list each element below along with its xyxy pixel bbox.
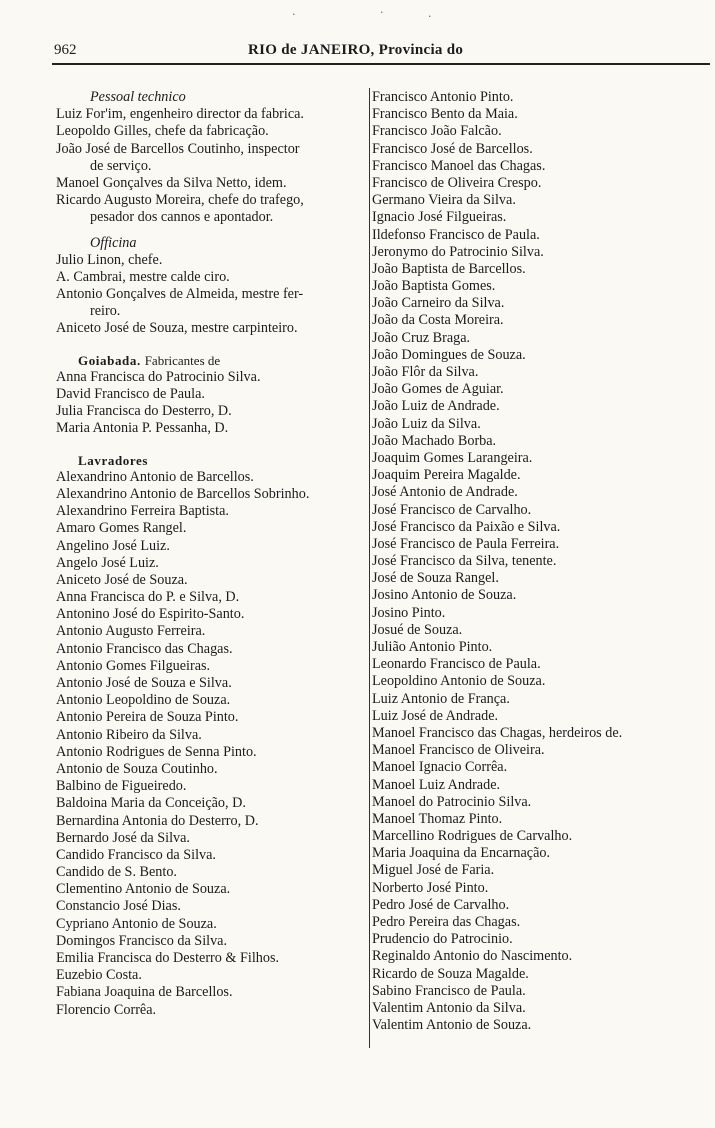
list-item: João Luiz da Silva. (372, 415, 481, 432)
list-item: Julio Linon, chefe. (56, 251, 163, 268)
list-item: João Gomes de Aguiar. (372, 381, 504, 398)
list-item: Francisco Antonio Pinto. (372, 89, 514, 105)
list-item: Luiz Antonio de França. (372, 690, 510, 707)
list-item: Manoel Thomaz Pinto. (372, 810, 503, 827)
list-item: Leopoldo Gilles, chefe da fabricação. (56, 123, 269, 140)
list-item: David Francisco de Paula. (56, 386, 205, 402)
list-item: Ildefonso Francisco de Paula. (372, 226, 540, 243)
list-item: Alexandrino Ferreira Baptista. (56, 503, 229, 520)
print-speck: · (428, 10, 432, 23)
list-item: Miguel José de Faria. (372, 862, 495, 879)
list-item: Balbino de Figueiredo. (56, 778, 187, 795)
list-item: Angelo José Luiz. (56, 554, 159, 571)
list-item: Clementino Antonio de Souza. (56, 881, 231, 898)
list-item: Valentim Antonio de Souza. (372, 1017, 532, 1034)
list-item: Maria Antonia P. Pessanha, D. (56, 420, 229, 437)
list-item: Joaquim Gomes Larangeira. (372, 449, 533, 466)
list-item: Fabiana Joaquina de Barcellos. (56, 984, 233, 1001)
list-item: Manoel do Patrocinio Silva. (372, 793, 532, 810)
list-item: João Cruz Braga. (372, 329, 471, 346)
list-item: Baldoina Maria da Conceição, D. (56, 795, 246, 812)
column-divider (369, 88, 370, 1048)
list-item: Valentim Antonio da Silva. (372, 999, 526, 1016)
list-item: Candido Francisco da Silva. (56, 846, 216, 863)
list-item: Manoel Gonçalves da Silva Netto, idem. (56, 174, 287, 191)
list-item: Amaro Gomes Rangel. (56, 520, 187, 537)
list-item: Sabino Francisco de Paula. (372, 982, 526, 999)
header-rule (52, 63, 710, 65)
list-item: Manoel Francisco de Oliveira. (372, 742, 545, 759)
list-item: Francisco Manoel das Chagas. (372, 157, 546, 174)
list-item: Norberto José Pinto. (372, 879, 489, 896)
list-item: Anna Francisca do Patrocinio Silva. (56, 368, 261, 385)
list-item: Maria Joaquina da Encarnação. (372, 845, 551, 862)
list-item: Joaquim Pereira Magalde. (372, 467, 521, 484)
list-item: José Francisco da Paixão e Silva. (372, 518, 561, 535)
list-item: José Antonio de Andrade. (372, 484, 518, 501)
section-heading-pessoal-tecnico: Pessoal technico (90, 89, 186, 105)
list-item: Florencio Corrêa. (56, 1001, 157, 1018)
list-item: A. Cambrai, mestre calde ciro. (56, 268, 230, 285)
list-item: Josino Antonio de Souza. (372, 587, 517, 604)
page-number: 962 (54, 42, 77, 58)
list-item: Aniceto José de Souza. (56, 571, 188, 588)
list-item: Prudencio do Patrocinio. (372, 931, 513, 948)
spacer (56, 227, 366, 235)
list-item: Francisco João Falcão. (372, 123, 502, 140)
list-item: Alexandrino Antonio de Barcellos. (56, 468, 254, 485)
lavradores-list (56, 469, 366, 1019)
list-item: José Francisco de Carvalho. (372, 501, 532, 518)
section-heading-goiabada-subtitle: Fabricantes de (144, 352, 221, 368)
list-item: João Baptista Gomes. (372, 278, 496, 295)
list-item: Josino Pinto. (372, 604, 446, 621)
list-item: João Machado Borba. (372, 432, 497, 449)
list-item: Euzebio Costa. (56, 967, 142, 984)
list-item: Josué de Souza. (372, 621, 463, 638)
list-item: Angelino José Luiz. (56, 537, 170, 554)
running-title: RIO de JANEIRO, Provincia do (248, 42, 464, 58)
spacer (56, 338, 366, 352)
list-item: Ricardo de Souza Magalde. (372, 965, 529, 982)
list-item: Manoel Ignacio Corrêa. (372, 759, 508, 776)
list-item: João Carneiro da Silva. (372, 295, 505, 312)
section-heading-lavradores: Lavradores (78, 452, 149, 468)
list-item: Reginaldo Antonio do Nascimento. (372, 948, 573, 965)
list-item: Emilia Francisca do Desterro & Filhos. (56, 950, 280, 966)
list-item: José de Souza Rangel. (372, 570, 499, 587)
list-item: Domingos Francisco da Silva. (56, 932, 228, 949)
list-item: Antonino José do Espirito-Santo. (56, 606, 245, 623)
list-item: José Francisco de Paula Ferreira. (372, 535, 560, 552)
list-item: Manoel Francisco das Chagas, herdeiros de. (372, 724, 623, 741)
list-item: João Luiz de Andrade. (372, 398, 500, 415)
list-item-continuation: reiro. (90, 303, 121, 320)
spacer (56, 438, 366, 452)
section-heading-officina: Officina (90, 234, 137, 251)
right-column (372, 89, 707, 1034)
list-item: João Domingues de Souza. (372, 346, 526, 363)
list-item: Antonio Rodrigues de Senna Pinto. (56, 743, 257, 760)
list-item: Pedro Pereira das Chagas. (372, 914, 521, 930)
list-item: Ignacio José Filgueiras. (372, 209, 507, 226)
list-item-continuation: pesador dos cannos e apontador. (90, 209, 274, 226)
list-item: João Baptista de Barcellos. (372, 260, 526, 277)
list-item: Francisco Bento da Maia. (372, 106, 518, 123)
list-item: Francisco de Oliveira Crespo. (372, 174, 542, 191)
list-item: Germano Vieira da Silva. (372, 192, 516, 209)
list-item: Antonio Gomes Filgueiras. (56, 657, 211, 674)
list-item: Francisco José de Barcellos. (372, 140, 533, 157)
list-item: Antonio Ribeiro da Silva. (56, 726, 202, 743)
list-item: Antonio José de Souza e Silva. (56, 675, 232, 691)
list-item: João José de Barcellos Coutinho, inspector (56, 140, 300, 157)
list-item: Marcellino Rodrigues de Carvalho. (372, 828, 573, 845)
list-item: Constancio José Dias. (56, 898, 181, 915)
list-item: Julião Antonio Pinto. (372, 639, 493, 655)
print-speck: · (292, 8, 296, 21)
list-item: Antonio Leopoldino de Souza. (56, 692, 231, 709)
list-item: Luiz José de Andrade. (372, 707, 499, 724)
list-item: João da Costa Moreira. (372, 312, 504, 329)
list-item: Leopoldino Antonio de Souza. (372, 673, 546, 690)
list-item: Antonio Francisco das Chagas. (56, 640, 233, 657)
list-item: Jeronymo do Patrocinio Silva. (372, 243, 544, 260)
list-item: Ricardo Augusto Moreira, chefe do trafego, (56, 192, 304, 209)
list-item: Julia Francisca do Desterro, D. (56, 403, 232, 420)
print-speck: · (380, 6, 384, 19)
list-item: Luiz For'im, engenheiro director da fabrica. (56, 106, 304, 123)
list-item: Alexandrino Antonio de Barcellos Sobrinho. (56, 485, 310, 502)
left-column (56, 89, 366, 1019)
list-item: João Flôr da Silva. (372, 364, 479, 380)
list-item-continuation: de serviço. (90, 157, 152, 174)
list-item: José Francisco da Silva, tenente. (372, 553, 557, 570)
list-item: Pedro José de Carvalho. (372, 896, 510, 913)
list-item: Leonardo Francisco de Paula. (372, 656, 541, 673)
section-heading-goiabada (56, 352, 366, 369)
list-item: Anna Francisca do P. e Silva, D. (56, 589, 240, 606)
list-item: Antonio Pereira de Souza Pinto. (56, 709, 239, 726)
list-item: Antonio Augusto Ferreira. (56, 623, 206, 640)
list-item: Cypriano Antonio de Souza. (56, 915, 217, 932)
list-item: Antonio de Souza Coutinho. (56, 760, 218, 777)
list-item: Bernardina Antonia do Desterro, D. (56, 812, 259, 829)
list-item: Antonio Gonçalves de Almeida, mestre fer- (56, 286, 304, 303)
section-heading-goiabada-title: Goiabada. (78, 352, 141, 368)
list-item: Aniceto José de Souza, mestre carpinteiro. (56, 320, 298, 337)
list-item: Bernardo José da Silva. (56, 829, 190, 846)
list-item: Manoel Luiz Andrade. (372, 776, 501, 793)
list-item: Candido de S. Bento. (56, 864, 177, 881)
